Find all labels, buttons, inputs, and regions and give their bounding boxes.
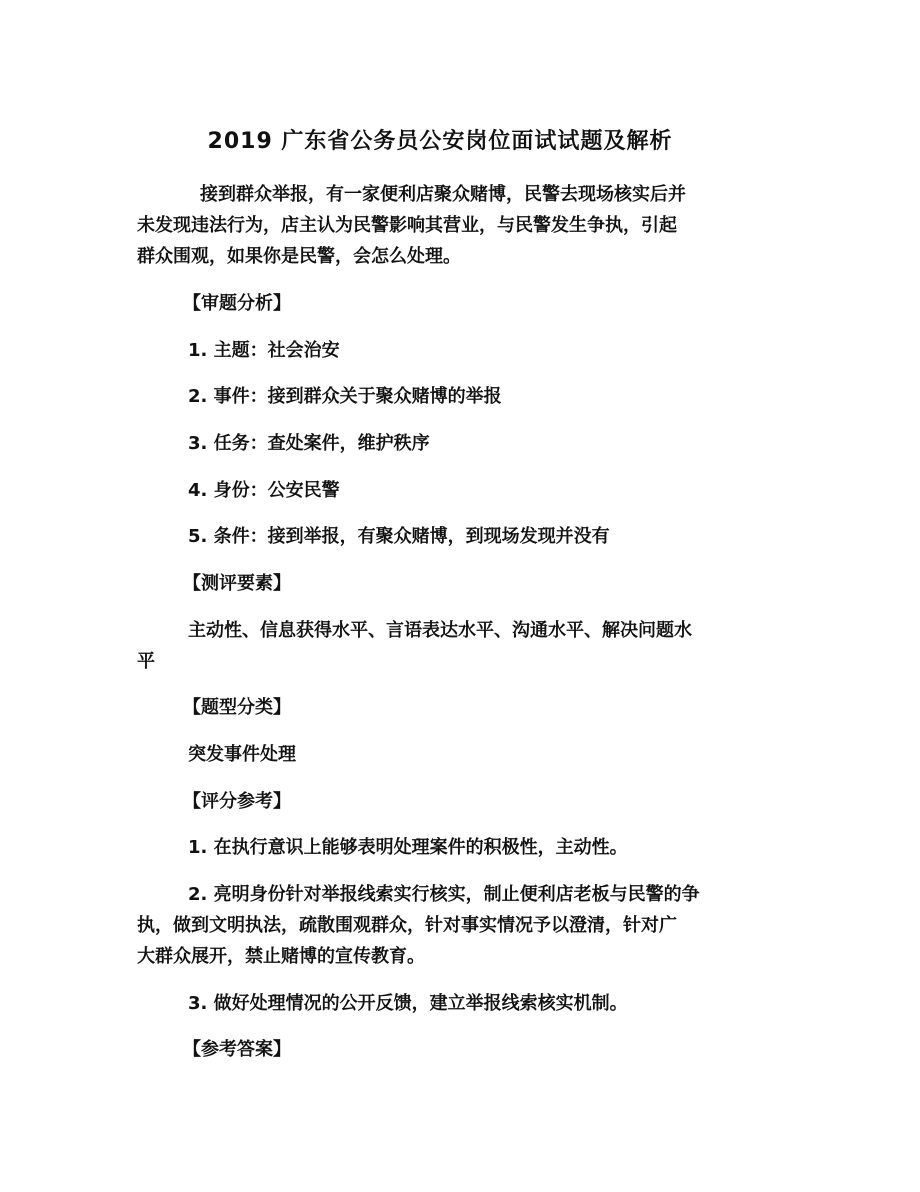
scoring-item-2-line-3: 大群众展开，禁止赌博的宣传教育。: [137, 946, 425, 967]
scoring-heading: 【评分参考】: [183, 791, 291, 812]
elements-line-2: 平: [137, 651, 155, 672]
analysis-heading: 【审题分析】: [183, 293, 291, 314]
analysis-item-event: 2. 事件：接到群众关于聚众赌博的举报: [188, 386, 502, 407]
scoring-item-3: 3. 做好处理情况的公开反馈，建立举报线索核实机制。: [188, 993, 628, 1014]
scoring-item-2-line-1: 2. 亮明身份针对举报线索实行核实，制止便利店老板与民警的争: [188, 884, 700, 905]
analysis-item-identity: 4. 身份：公安民警: [188, 480, 340, 501]
question-line-1: 接到群众举报，有一家便利店聚众赌博，民警去现场核实后并: [200, 184, 686, 205]
analysis-item-theme: 1. 主题：社会治安: [188, 340, 340, 361]
question-line-3: 群众围观，如果你是民警，会怎么处理。: [137, 246, 461, 267]
answer-heading: 【参考答案】: [183, 1039, 291, 1060]
analysis-item-task: 3. 任务：查处案件，维护秩序: [188, 433, 430, 454]
scoring-item-2-line-2: 执，做到文明执法，疏散围观群众，针对事实情况予以澄清，针对广: [137, 915, 677, 936]
type-heading: 【题型分类】: [183, 697, 291, 718]
elements-heading: 【测评要素】: [183, 573, 291, 594]
scoring-item-1: 1. 在执行意识上能够表明处理案件的积极性，主动性。: [188, 837, 628, 858]
elements-line-1: 主动性、信息获得水平、言语表达水平、沟通水平、解决问题水: [188, 620, 692, 641]
type-value: 突发事件处理: [188, 744, 296, 765]
question-line-2: 未发现违法行为，店主认为民警影响其营业，与民警发生争执，引起: [137, 215, 677, 236]
page-title: 2019 广东省公务员公安岗位面试试题及解析: [207, 129, 673, 154]
analysis-item-condition: 5. 条件：接到举报，有聚众赌博，到现场发现并没有: [188, 526, 610, 547]
